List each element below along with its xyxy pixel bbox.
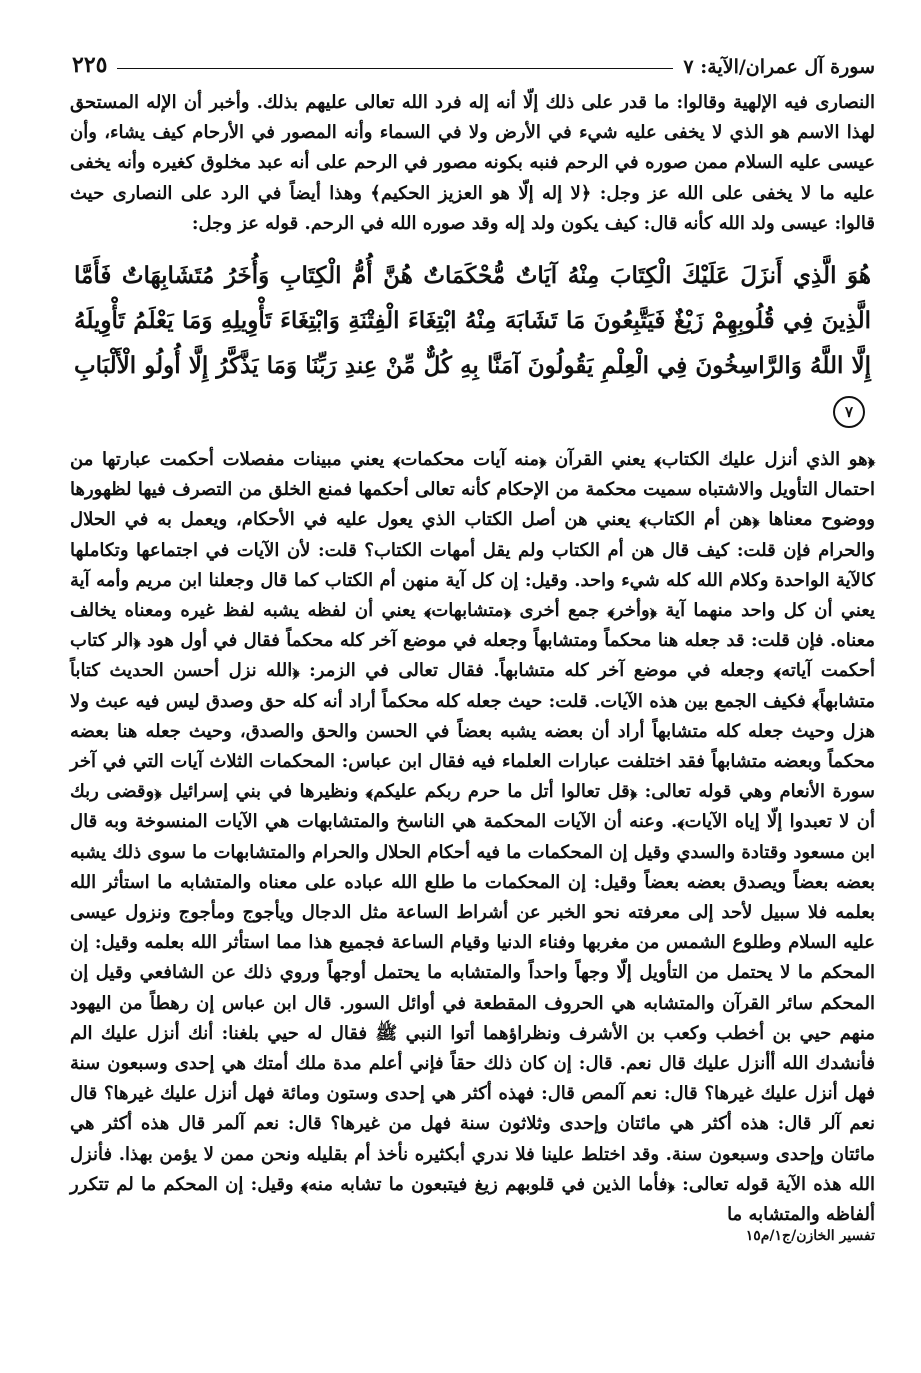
commentary-paragraph	[70, 445, 875, 1230]
commentary-text: ﴿هو الذي أنزل عليك الكتاب﴾ يعني القرآن ﴿منه آيات محكمات﴾ يعني مبينات مفصلات أحكمت عبارتها من احتمال التأويل والاشتباه سميت محكمة من الإحكام كأنه تعالى أحكمها فمنع الخلق من التصرف فيها لظهورها ووضوح معناها ﴿هن أم الكتاب﴾ يعني هن أصل الكتاب الذي يعول عليه في الأحكام، ويعمل به في الحلال والحرام فإن قلت: كيف قال هن أم الكتاب ولم يقل أمهات الكتاب؟ قلت: لأن الآيات في اجتماعها وتكاملها كالآية الواحدة وكلام الله كله شيء واحد. وقيل: إن كل آية منهن أم الكتاب كما قال وجعلنا ابن مريم وأمه آية يعني أن كل واحد منهما آية ﴿وأخر﴾ جمع أخرى ﴿متشابهات﴾ يعني أن لفظه يشبه لفظ غيره ومعناه يخالف معناه. فإن قلت: قد جعله هنا محكماً ومتشابهاً وجعله في موضع آخر كله محكماً فقال في أول هود ﴿الر كتاب أحكمت آياته﴾ وجعله في موضع آخر كله متشابهاً. فقال تعالى في الزمر: ﴿الله نزل أحسن الحديث كتاباً متشابهاً﴾ فكيف الجمع بين هذه الآيات. قلت: حيث جعله كله محكماً أراد أنه كله حق وصدق ليس فيه عبث ولا هزل وحيث جعله كله متشابهاً أراد أن بعضه يشبه بعضاً في الحسن والحق والصدق، وحيث جعله هنا بعضه محكماً وبعضه متشابهاً فقد اختلفت عبارات العلماء فيه فقال ابن عباس: المحكمات الثلاث آيات التي في آخر سورة الأنعام وهي قوله تعالى: ﴿قل تعالوا أتل ما حرم ربكم عليكم﴾ ونظيرها في بني إسرائيل ﴿وقضى ربك أن لا تعبدوا إلّا إياه الآيات﴾. وعنه أن الآيات المحكمة هي الناسخ والمتشابهات هي الآيات المنسوخة وبه قال ابن مسعود وقتادة والسدي وقيل إن المحكمات ما فيه أحكام الحلال والحرام والمتشابهات ما سوى ذلك يشبه بعضه بعضاً ويصدق بعضه بعضاً وقيل: إن المحكمات ما طلع الله عباده على معناه والمتشابه ما استأثر الله بعلمه فلا سبيل لأحد إلى معرفته نحو الخبر عن أشراط الساعة مثل الدجال ويأجوج ومأجوج ونزول عيسى عليه السلام وطلوع الشمس من مغربها وفناء الدنيا وقيام الساعة فجميع هذا مما استأثر الله بعلمه وقيل: إن المحكم ما لا يحتمل من التأويل إلّا وجهاً واحداً والمتشابه ما يحتمل أوجهاً وروي ذلك عن الشافعي وقيل إن المحكم سائر القرآن والمتشابه هي الحروف المقطعة في أوائل السور. قال ابن عباس إن رهطاً من اليهود منهم حيي بن أخطب وكعب بن الأشرف ونظراؤهما أتوا النبي ﷺ فقال له حيي بلغنا: أنك أنزل عليك الم فأنشدك الله أأنزل عليك قال نعم. قال: إن كان ذلك حقاً فإني أعلم مدة ملك أمتك هي إحدى وسبعون سنة فهل أنزل عليك غيرها؟ قال: نعم آلمص قال: فهذه أكثر هي إحدى وستون ومائة فهل أنزل عليك غيرها؟ قال نعم آلر قال: هذه أكثر هي مائتان وإحدى وثلاثون سنة فهل من غيرها؟ قال: نعم آلمر قال هذه أكثر هي مائتان وإحدى وسبعون سنة. وقد اختلط علينا فلا ندري أبكثيره نأخذ أم بقليله ونحن ممن لا يؤمن بهذا. فأنزل الله هذه الآية قوله تعالى: ﴿فأما الذين في قلوبهم زيغ فيتبعون ما تشابه منه﴾ وقيل: إن المحكم ما لم تتكرر ألفاظه والمتشابه ما	[70, 449, 876, 1226]
page-header	[70, 38, 875, 78]
running-head: سورة آل عمران/الآية: ٧	[683, 56, 875, 78]
verse-text: هُوَ الَّذِي أَنزَلَ عَلَيْكَ الْكِتَابَ مِنْهُ آيَاتٌ مُّحْكَمَاتٌ هُنَّ أُمُّ الْكِتَابِ وَأُخَرُ مُتَشَابِهَاتٌ فَأَمَّا الَّذِينَ فِي قُلُوبِهِمْ زَيْغٌ فَيَتَّبِعُونَ مَا تَشَابَهَ مِنْهُ ابْتِغَاءَ الْفِتْنَةِ وَابْتِغَاءَ تَأْوِيلِهِ وَمَا يَعْلَمُ تَأْوِيلَهُ إِلَّا اللَّهُ وَالرَّاسِخُونَ فِي الْعِلْمِ يَقُولُونَ آمَنَّا بِهِ كُلٌّ مِّنْ عِندِ رَبِّنَا وَمَا يَذَّكَّرُ إِلَّا أُولُو الْأَلْبَابِ	[74, 262, 871, 380]
intro-text: النصارى فيه الإلهية وقالوا: ما قدر على ذلك إلّا أنه إله فرد الله تعالى عليهم بذلك. وأخبر أن الإله المستحق لهذا الاسم هو الذي لا يخفى عليه شيء في الأرض ولا في السماء وأنه المصور في الأرحام كيف يشاء، وأن عيسى عليه السلام ممن صوره في الرحم فنبه بكونه مصور في الرحم على أنه عبد مخلوق كغيره وأنه يخفى عليه ما لا يخفى على الله عز وجل: ﴿لا إله إلّا هو العزيز الحكيم﴾ وهذا أيضاً في الرد على النصارى حيث قالوا: عيسى ولد الله كأنه قال: كيف يكون ولد إله وقد صوره الله في الرحم. قوله عز وجل:	[70, 92, 875, 234]
header-rule	[117, 68, 673, 69]
intro-paragraph	[70, 88, 875, 239]
quran-verse	[70, 253, 875, 433]
page-number: ٢٢٥	[72, 52, 108, 78]
signature-footnote: تفسير الخازن/ج١/م١٥	[745, 1228, 875, 1245]
ayah-number-badge: ٧	[833, 396, 865, 428]
